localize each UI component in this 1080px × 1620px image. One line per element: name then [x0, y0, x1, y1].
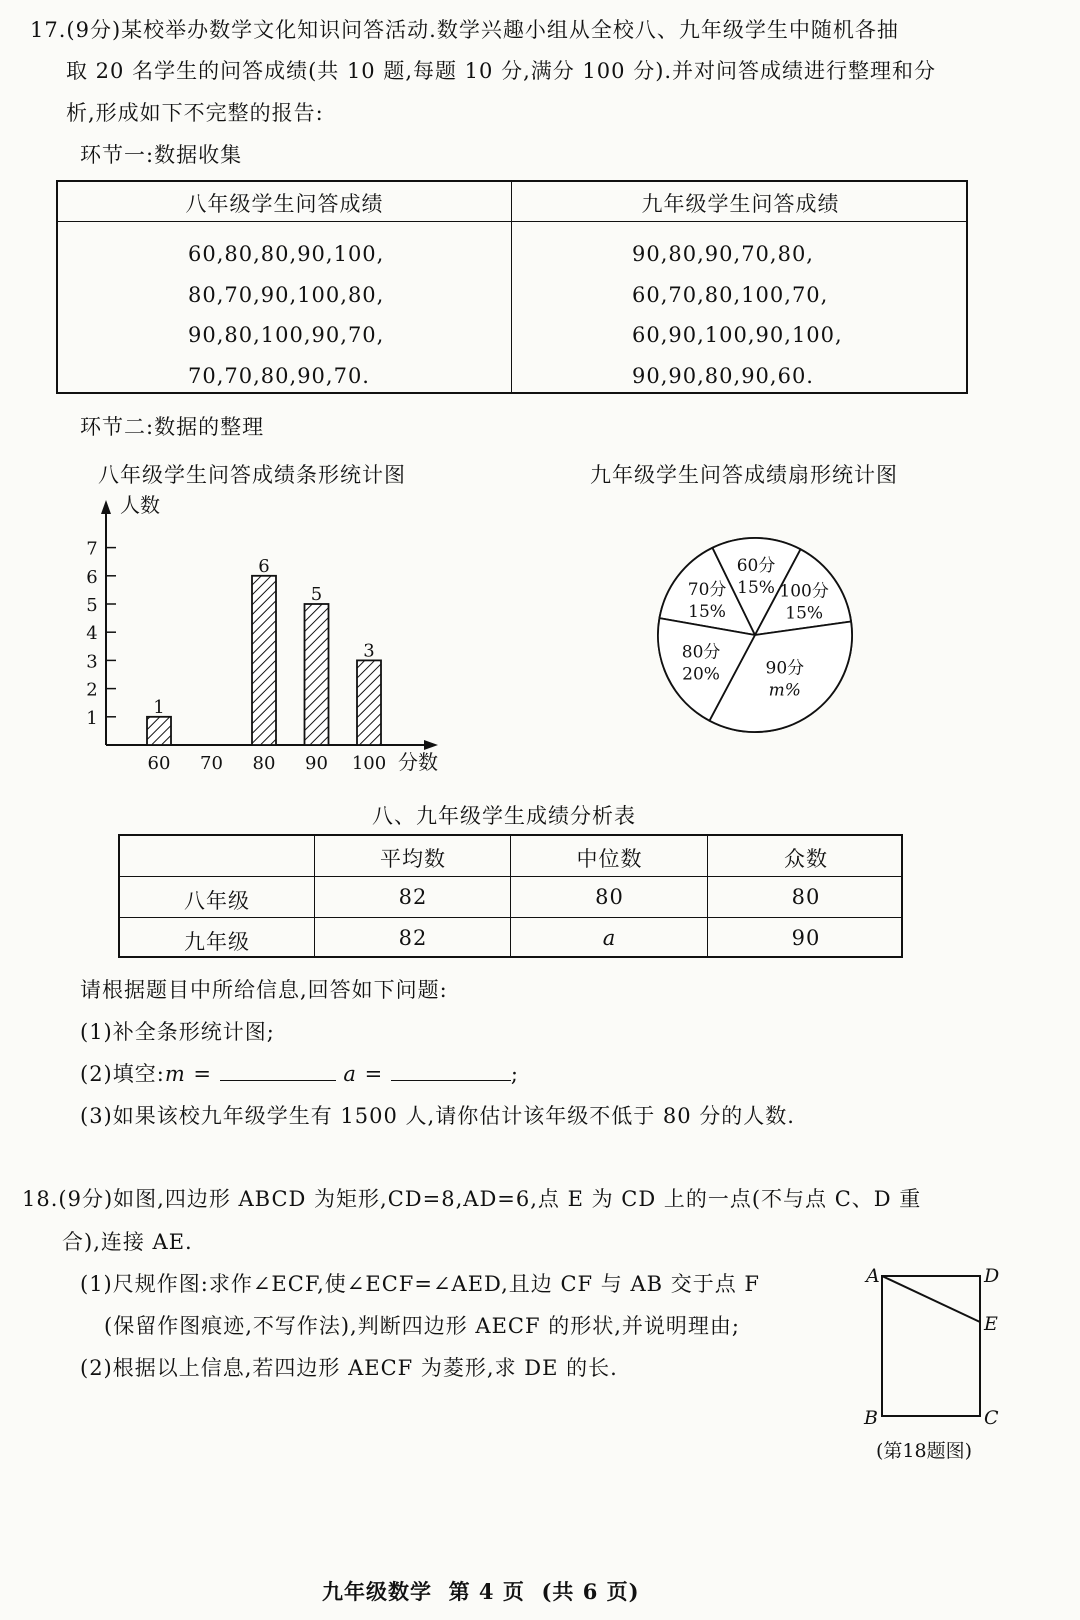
pie-slice-value-label: 15%: [737, 578, 775, 599]
bar-chart-title: 八年级学生问答成绩条形统计图: [98, 463, 406, 487]
grade9-scores-row: 90,90,80,90,60.: [632, 363, 814, 388]
y-tick-label: 7: [86, 538, 98, 560]
page-footer: 九年级数学 第 4 页 (共 6 页): [322, 1579, 640, 1604]
pie-chart-title: 九年级学生问答成绩扇形统计图: [590, 463, 898, 487]
point-d-label: D: [984, 1265, 1000, 1287]
m-label: m =: [164, 1062, 213, 1086]
point-e-label: E: [984, 1313, 998, 1335]
a-answer-blank[interactable]: [391, 1062, 511, 1081]
y-axis-label: 人数: [120, 493, 160, 517]
q18-part-2: (2)根据以上信息,若四边形 AECF 为菱形,求 DE 的长.: [80, 1356, 618, 1380]
point-a-label: A: [866, 1265, 880, 1287]
pie-slice-value-label: 15%: [785, 603, 824, 624]
grade8-scores-row: 60,80,80,90,100,: [188, 242, 385, 266]
bar-data-label: 5: [310, 584, 323, 605]
pie-slice-label: 100分: [779, 581, 829, 602]
q18-part-1b: (保留作图痕迹,不写作法),判断四边形 AECF 的形状,并说明理由;: [104, 1314, 740, 1338]
grade8-mode: 80: [791, 885, 821, 909]
x-tick-label: 100: [351, 753, 387, 774]
x-tick-label: 60: [147, 753, 171, 774]
grade8-scores-row: 90,80,100,90,70,: [188, 323, 385, 347]
x-tick-label: 80: [252, 753, 276, 774]
m-answer-blank[interactable]: [220, 1062, 336, 1081]
stage1-heading: 环节一:数据收集: [80, 143, 243, 167]
row-grade8-label: 八年级: [184, 889, 250, 913]
header-median: 中位数: [576, 847, 643, 871]
stage2-heading: 环节二:数据的整理: [80, 415, 265, 439]
pie-slice-label: 70分: [687, 579, 727, 600]
q18-line-1: 18.(9分)如图,四边形 ABCD 为矩形,CD=8,AD=6,点 E 为 CD 上的一点(不与点 C、D 重: [22, 1187, 922, 1211]
y-tick-label: 3: [86, 651, 98, 673]
rectangle-abcd: [882, 1276, 980, 1416]
grade9-scores-list: [632, 234, 843, 396]
q17-line-2: 取 20 名学生的问答成绩(共 10 题,每题 10 分,满分 100 分).并对问答成绩进行整理和分: [66, 59, 937, 83]
grade8-scores-row: 70,70,80,90,70.: [188, 363, 370, 388]
grade8-median: 80: [595, 885, 624, 909]
grade9-scores-row: 60,90,100,90,100,: [632, 323, 843, 347]
grade8-mean: 82: [398, 885, 428, 909]
y-tick-label: 5: [86, 595, 98, 616]
data-collection-table: [56, 180, 968, 394]
grade9-mean: 82: [398, 926, 428, 950]
q17-part-2: (2)填空:m = a = ;: [80, 1062, 519, 1086]
analysis-table: [118, 834, 903, 958]
q18-line-2: 合),连接 AE.: [62, 1230, 193, 1254]
bar: [305, 604, 329, 745]
bar-data-label: 3: [363, 640, 375, 662]
grade8-scores-list: [188, 234, 384, 396]
q17-part-3: (3)如果该校九年级学生有 1500 人,请你估计该年级不低于 80 分的人数.: [80, 1104, 795, 1128]
x-axis-label: 分数: [398, 750, 438, 774]
grade8-scores-row: 80,70,90,100,80,: [188, 282, 385, 307]
header-mean: 平均数: [380, 847, 446, 871]
x-axis-arrow: [424, 740, 438, 750]
analysis-table-title: 八、九年级学生成绩分析表: [372, 804, 636, 828]
pie-slice-value-label: m%: [768, 680, 801, 701]
pie-slice-value-label: 15%: [688, 601, 726, 622]
bar: [252, 576, 276, 745]
y-tick-label: 4: [86, 623, 98, 645]
figure-caption: (第18题图): [876, 1440, 973, 1462]
grade9-mode: 90: [791, 926, 821, 950]
grade9-median: a: [602, 926, 617, 950]
x-tick-label: 90: [305, 753, 328, 774]
prompt: 请根据题目中所给信息,回答如下问题:: [80, 978, 448, 1002]
q17-line-1: 17.(9分)某校举办数学文化知识问答活动.数学兴趣小组从全校八、九年级学生中随机各抽: [30, 18, 899, 42]
bar-data-label: 1: [153, 696, 165, 718]
pie-slice-label: 90分: [765, 658, 805, 679]
row-grade9-label: 九年级: [184, 930, 250, 954]
bar-marks: [147, 556, 381, 745]
grade9-scores-row: 60,70,80,100,70,: [632, 282, 829, 307]
a-label: a =: [343, 1062, 384, 1086]
pie-slice-label: 60分: [736, 556, 776, 577]
q17-part-1: (1)补全条形统计图;: [80, 1020, 275, 1044]
grade9-scores-row: 90,80,90,70,80,: [632, 242, 814, 266]
rectangle-figure: [860, 1262, 1010, 1432]
segment-ae: [882, 1276, 980, 1322]
q17-line-3: 析,形成如下不完整的报告:: [66, 101, 324, 125]
bar: [147, 717, 171, 745]
pie-slice-value-label: 20%: [682, 664, 720, 685]
y-axis-arrow: [101, 500, 111, 514]
bar: [357, 660, 381, 745]
y-tick-label: 2: [86, 679, 98, 701]
point-c-label: C: [984, 1407, 999, 1429]
q18-part-1a: (1)尺规作图:求作∠ECF,使∠ECF=∠AED,且边 CF 与 AB 交于点 F: [80, 1272, 760, 1296]
grade9-scores-header: 九年级学生问答成绩: [641, 192, 840, 216]
pie-slice-label: 80分: [681, 642, 721, 663]
y-tick-label: 1: [86, 707, 98, 729]
point-b-label: B: [864, 1407, 878, 1429]
grade8-scores-header: 八年级学生问答成绩: [185, 192, 384, 216]
bar-chart: [0, 480, 470, 790]
header-mode: 众数: [784, 847, 828, 871]
bar-data-label: 6: [258, 555, 270, 577]
pie-chart: [640, 520, 880, 760]
y-tick-label: 6: [86, 566, 98, 588]
x-tick-label: 70: [200, 753, 223, 774]
